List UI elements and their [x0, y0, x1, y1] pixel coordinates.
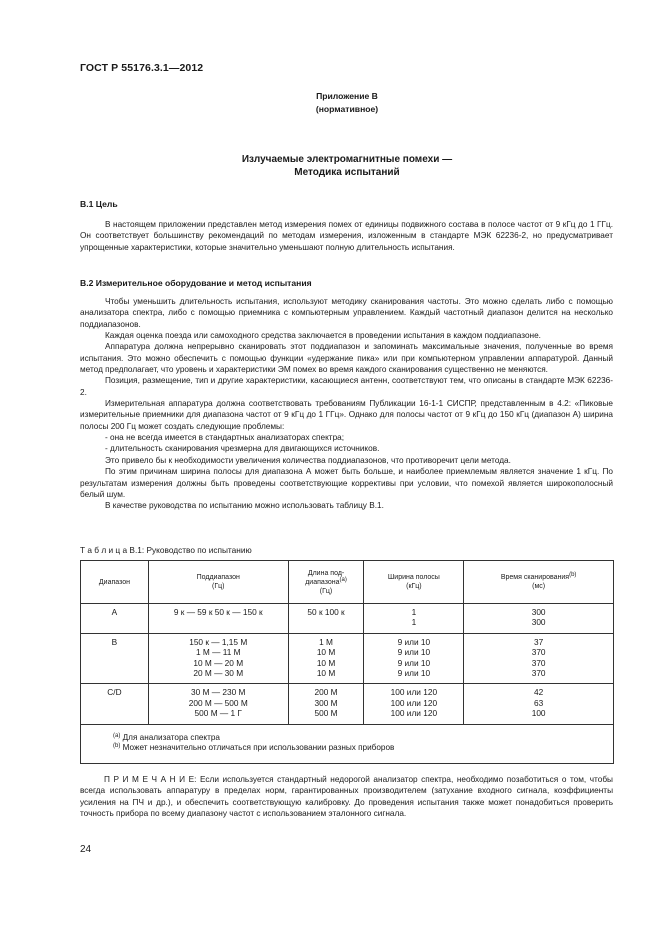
list-item: - длительность сканирования чрезмерна для двигающихся источников.	[105, 444, 380, 454]
heading-line-1: Излучаемые электромагнитные помехи —	[241, 154, 453, 165]
section-b1-paragraph: В настоящем приложении представлен метод измерения помех от единицы подвижного состава в полосе частот от 9 кГц до 1 ГГц. Он соответствует большинству рекомендаций по методам измерения, изложенным в стандарте МЭК 62236-2, но предусматривает упрощенные характеристики, которые значительно уменьшают полную длительность испытания.	[80, 220, 613, 252]
table-footnotes-row	[81, 724, 614, 764]
note-label: П Р И М Е Ч А Н И Е:	[104, 775, 197, 784]
test-guide-table	[80, 560, 614, 764]
header-range: Диапазон	[81, 561, 149, 604]
page-number: 24	[80, 844, 92, 855]
appendix-label	[80, 90, 614, 116]
cell-length: 200 М 300 М 500 М	[288, 684, 364, 724]
cell-subrange: 30 М — 230 М 200 М — 500 М 500 М — 1 Г	[148, 684, 288, 724]
table-header-row	[81, 561, 614, 604]
list-item: - она не всегда имеется в стандартных анализаторах спектра;	[105, 433, 345, 443]
appendix-title: Приложение В	[316, 91, 378, 101]
cell-bandwidth: 1 1	[364, 604, 464, 634]
paragraph: Это привело бы к необходимости увеличения количества поддиапазонов, что противоречит цели метода.	[105, 455, 511, 465]
standard-header: ГОСТ Р 55176.3.1—2012	[80, 62, 204, 74]
cell-length: 1 М 10 М 10 М 10 М	[288, 633, 364, 684]
table-footnotes	[81, 724, 614, 764]
cell-scan-time: 37 370 370 370	[464, 633, 614, 684]
cell-range: A	[81, 604, 149, 634]
paragraph: Каждая оценка поезда или самоходного средства заключается в проведении испытания в каждом поддиапазоне.	[105, 331, 541, 341]
section-b1-body	[80, 219, 613, 253]
heading-line-2: Методика испытаний	[294, 167, 400, 178]
cell-bandwidth: 9 или 10 9 или 10 9 или 10 9 или 10	[364, 633, 464, 684]
paragraph: Измерительная аппаратура должна соответствовать требованиям Публикации 16-1-1 СИСПР, представленным в 4.2: «Пиковые измерительные приемники для диапазона частот от 9 кГц до 1 ГГц». Однако для полосы частот от 9 кГц до 150 кГц (диапазон А) ширина полосы 200 Гц может создать следующие проблемы:	[80, 399, 613, 431]
table-row	[81, 684, 614, 724]
cell-subrange: 150 к — 1,15 М 1 М — 11 М 10 М — 20 М 20 М — 30 М	[148, 633, 288, 684]
cell-scan-time: 42 63 100	[464, 684, 614, 724]
table-caption	[80, 545, 252, 555]
header-bandwidth: Ширина полосы (кГц)	[364, 561, 464, 604]
cell-length: 50 к 100 к	[288, 604, 364, 634]
appendix-type: (нормативное)	[315, 104, 379, 114]
paragraph: Аппаратура должна непрерывно сканировать этот поддиапазон и запоминать максимальные значения, полученные во время испытания. Это можно обеспечить с помощью функции «удержание пика» или при компьютерном управлении аппаратурой. Данный метод предполагает, что уровень и характеристики ЭМ помех во время каждого сканирования существенно не меняются.	[80, 342, 613, 375]
paragraph: Чтобы уменьшить длительность испытания, используют методику сканирования частоты. Это можно сделать либо с помощью анализатора спектра, либо с помощью приемника с компьютерным управлением. Каждый частотный диапазон делится на несколько поддиапазонов.	[80, 297, 613, 329]
paragraph: Позиция, размещение, тип и другие характеристики, касающиеся антенн, соответствуют тем, что описаны в стандарте МЭК 62236-2.	[80, 376, 613, 397]
cell-range: C/D	[81, 684, 149, 724]
cell-bandwidth: 100 или 120 100 или 120 100 или 120	[364, 684, 464, 724]
note-block	[80, 774, 613, 819]
table-row	[81, 604, 614, 634]
cell-range: B	[81, 633, 149, 684]
paragraph: По этим причинам ширина полосы для диапазона А может быть больше, и наиболее приемлемым является значение 1 кГц. По результатам измерения должны быть проведены соответствующие коррективы при условии, что помехой является широкополосный белый шум.	[80, 467, 613, 499]
section-b2-body	[80, 296, 613, 512]
header-subrange: Поддиапазон (Гц)	[148, 561, 288, 604]
header-scan-time: Время сканирования$^{(b)}$ (мс)	[464, 561, 614, 604]
section-b2-heading: В.2 Измерительное оборудование и метод испытания	[80, 278, 312, 288]
table-caption-prefix: Т а б л и ц а	[80, 545, 128, 555]
table-row	[81, 633, 614, 684]
note-text: Если используется стандартный недорогой анализатор спектра, необходимо позаботиться о том, чтобы всегда использовать аппаратуру в пределах норм, гарантированных производителем (затухание входного сигнала, коэффициенты усиления на ПЧ и др.), и обеспечить соответствующую калибровку. До проведения испытания также может понадобиться проверить точность прибора по всему диапазону частот с использованием эталонного сигнала.	[80, 775, 613, 819]
footnote-a: $^{(a)}$ Для анализатора спектра	[113, 732, 220, 742]
cell-scan-time: 300 300	[464, 604, 614, 634]
table-caption-text: В.1: Руководство по испытанию	[129, 545, 252, 555]
footnote-b: $^{(b)}$ Может незначительно отличаться при использовании разных приборов	[113, 743, 395, 753]
appendix-heading	[80, 153, 614, 179]
note-paragraph	[80, 774, 613, 819]
paragraph: В качестве руководства по испытанию можно использовать таблицу В.1.	[105, 501, 384, 511]
section-b1-heading: В.1 Цель	[80, 199, 118, 209]
header-length: Длина под- диапазона$^{(a)}$ (Гц)	[288, 561, 364, 604]
cell-subrange: 9 к — 59 к 50 к — 150 к	[148, 604, 288, 634]
